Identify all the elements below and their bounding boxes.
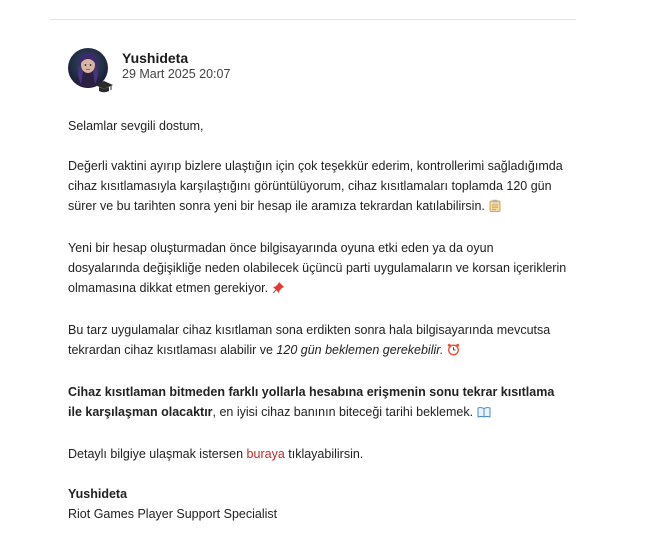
- paragraph-4-bold: Cihaz kısıtlaman bitmeden farklı yollarla hesabına erişmenin sonu tekrar kısıtlama ile karşılaşman olacaktır: [68, 385, 555, 419]
- clipboard-icon: [489, 198, 501, 218]
- alarm-clock-icon: [447, 342, 460, 362]
- top-divider: [50, 19, 576, 20]
- greeting: Selamlar sevgili dostum,: [68, 119, 204, 133]
- paragraph-5-start: Detaylı bilgiye ulaşmak istersen: [68, 447, 247, 461]
- paragraph-5: [68, 444, 568, 464]
- post-header: [68, 48, 230, 96]
- open-book-icon: [477, 404, 491, 424]
- author-block: [122, 50, 230, 82]
- paragraph-3-text: Bu tarz uygulamalar cihaz kısıtlaman sona erdikten sonra hala bilgisayarında mevcutsa tekrardan cihaz kısıtlaması alabilir ve: [68, 323, 551, 357]
- paragraph-4: [68, 382, 568, 424]
- paragraph-1: [68, 156, 568, 218]
- post-body: [68, 116, 568, 524]
- paragraph-2-text: Yeni bir hesap oluşturmadan önce bilgisayarında oyuna etki eden ya da oyun dosyalarında değişikliğe neden olabilecek üçüncü parti uygulamaların ve korsan içeriklerin olmamasına dikkat etmen gerekiyor.: [68, 241, 567, 295]
- details-link[interactable]: buraya: [246, 447, 285, 461]
- pushpin-icon: [272, 280, 285, 300]
- graduation-cap-icon: [94, 80, 114, 94]
- post-date[interactable]: 29 Mart 2025 20:07: [122, 67, 231, 81]
- paragraph-4-text: , en iyisi cihaz banının biteceği tarihi beklemek.: [212, 405, 474, 419]
- signature-name: Yushideta: [68, 487, 128, 501]
- paragraph-3: [68, 320, 568, 362]
- author-name[interactable]: Yushideta: [122, 50, 189, 66]
- avatar-container[interactable]: [68, 48, 112, 92]
- paragraph-2: [68, 238, 568, 300]
- signature-title: Riot Games Player Support Specialist: [68, 507, 278, 521]
- paragraph-5-end: tıklayabilirsin.: [284, 447, 364, 461]
- paragraph-3-italic: 120 gün beklemen gerekebilir.: [276, 343, 444, 357]
- paragraph-1-text: Değerli vaktini ayırıp bizlere ulaştığın için çok teşekkür ederim, kontrollerimi sağladığımda cihaz kısıtlamasıyla karşılaştığını görüntülüyorum, cihaz kısıtlamaları toplamda 120 gün sürer ve bu tarihten sonra yeni bir hesap ile aramıza tekrardan katılabilirsin.: [68, 159, 563, 213]
- signature: [68, 484, 568, 524]
